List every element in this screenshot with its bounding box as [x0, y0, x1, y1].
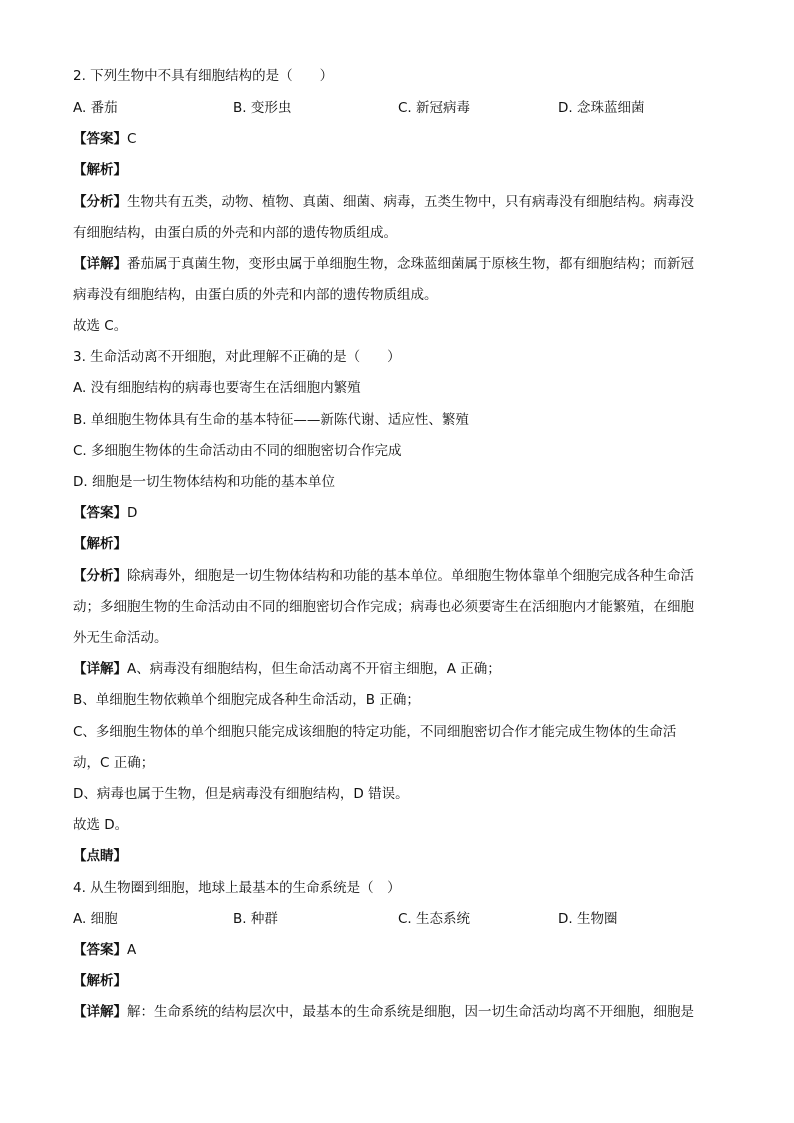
q3-analysis-tag: 【解析】 — [73, 536, 127, 552]
q3-xiangjie-line-1 — [73, 660, 501, 678]
q2-fenxi-line-1 — [73, 193, 694, 211]
q4-option-b: B. 种群 — [233, 911, 278, 927]
q3-option-b: B. 单细胞生物体具有生命的基本特征——新陈代谢、适应性、繁殖 — [73, 412, 469, 428]
q2-option-a: A. 番茄 — [73, 100, 118, 116]
answer-tag: 【答案】 — [73, 131, 127, 147]
question-2-stem: 2. 下列生物中不具有细胞结构的是（ ） — [73, 68, 334, 84]
q2-answer-line — [73, 130, 136, 148]
q3-answer: D — [127, 505, 138, 521]
q3-xiangjie-text-1: A、病毒没有细胞结构，但生命活动离不开宿主细胞，A 正确； — [127, 661, 501, 677]
q3-answer-line — [73, 504, 137, 522]
q3-xiangjie-line-d: D、病毒也属于生物，但是病毒没有细胞结构，D 错误。 — [73, 786, 409, 802]
q4-option-d: D. 生物圈 — [558, 911, 618, 927]
answer-tag: 【答案】 — [73, 942, 127, 958]
xiangjie-tag: 【详解】 — [73, 661, 127, 677]
q3-option-c: C. 多细胞生物体的生命活动由不同的细胞密切合作完成 — [73, 443, 402, 459]
q3-fenxi-line-1 — [73, 567, 694, 585]
q2-xiangjie-line-2: 病毒没有细胞结构，由蛋白质的外壳和内部的遗传物质组成。 — [73, 287, 438, 303]
question-4-stem: 4. 从生物圈到细胞，地球上最基本的生命系统是（ ） — [73, 880, 401, 896]
q2-fenxi-line-2: 有细胞结构，由蛋白质的外壳和内部的遗传物质组成。 — [73, 225, 397, 241]
q4-option-a: A. 细胞 — [73, 911, 118, 927]
q3-option-a: A. 没有细胞结构的病毒也要寄生在活细胞内繁殖 — [73, 380, 361, 396]
q2-fenxi-text-1: 生物共有五类，动物、植物、真菌、细菌、病毒，五类生物中，只有病毒没有细胞结构。病毒没 — [127, 194, 694, 210]
q2-conclusion: 故选 C。 — [73, 318, 128, 334]
q4-xiangjie-line-1 — [73, 1003, 694, 1021]
q3-option-d: D. 细胞是一切生物体结构和功能的基本单位 — [73, 474, 335, 490]
q4-answer-line — [73, 941, 136, 959]
q4-analysis-tag: 【解析】 — [73, 973, 127, 989]
q3-xiangjie-line-b: B、单细胞生物依赖单个细胞完成各种生命活动，B 正确； — [73, 692, 420, 708]
q2-option-b: B. 变形虫 — [233, 100, 292, 116]
question-3-stem: 3. 生命活动离不开细胞，对此理解不正确的是（ ） — [73, 349, 401, 365]
q2-option-c: C. 新冠病毒 — [398, 100, 471, 116]
fenxi-tag: 【分析】 — [73, 568, 127, 584]
q3-dianjing-tag: 【点睛】 — [73, 848, 127, 864]
answer-tag: 【答案】 — [73, 505, 127, 521]
q3-fenxi-line-3: 外无生命活动。 — [73, 630, 168, 646]
q2-option-d: D. 念珠蓝细菌 — [558, 100, 645, 116]
q2-xiangjie-text-1: 番茄属于真菌生物，变形虫属于单细胞生物，念珠蓝细菌属于原核生物，都有细胞结构；而新冠 — [127, 256, 694, 272]
q3-fenxi-line-2: 动；多细胞生物的生命活动由不同的细胞密切合作完成；病毒也必须要寄生在活细胞内才能繁殖，在细胞 — [73, 599, 694, 615]
xiangjie-tag: 【详解】 — [73, 1004, 127, 1020]
q3-xiangjie-line-c1: C、多细胞生物体的单个细胞只能完成该细胞的特定功能，不同细胞密切合作才能完成生物体的生命活 — [73, 724, 677, 740]
q3-xiangjie-line-c2: 动，C 正确； — [73, 755, 155, 771]
q3-fenxi-text-1: 除病毒外，细胞是一切生物体结构和功能的基本单位。单细胞生物体靠单个细胞完成各种生命活 — [127, 568, 694, 584]
q2-analysis-tag: 【解析】 — [73, 162, 127, 178]
xiangjie-tag: 【详解】 — [73, 256, 127, 272]
q3-conclusion: 故选 D。 — [73, 817, 129, 833]
q4-answer: A — [127, 942, 137, 958]
fenxi-tag: 【分析】 — [73, 194, 127, 210]
q2-xiangjie-line-1 — [73, 255, 694, 273]
q2-answer: C — [127, 131, 137, 147]
q4-option-c: C. 生态系统 — [398, 911, 471, 927]
q4-xiangjie-text-1: 解：生命系统的结构层次中，最基本的生命系统是细胞，因一切生命活动均离不开细胞，细胞是 — [127, 1004, 694, 1020]
